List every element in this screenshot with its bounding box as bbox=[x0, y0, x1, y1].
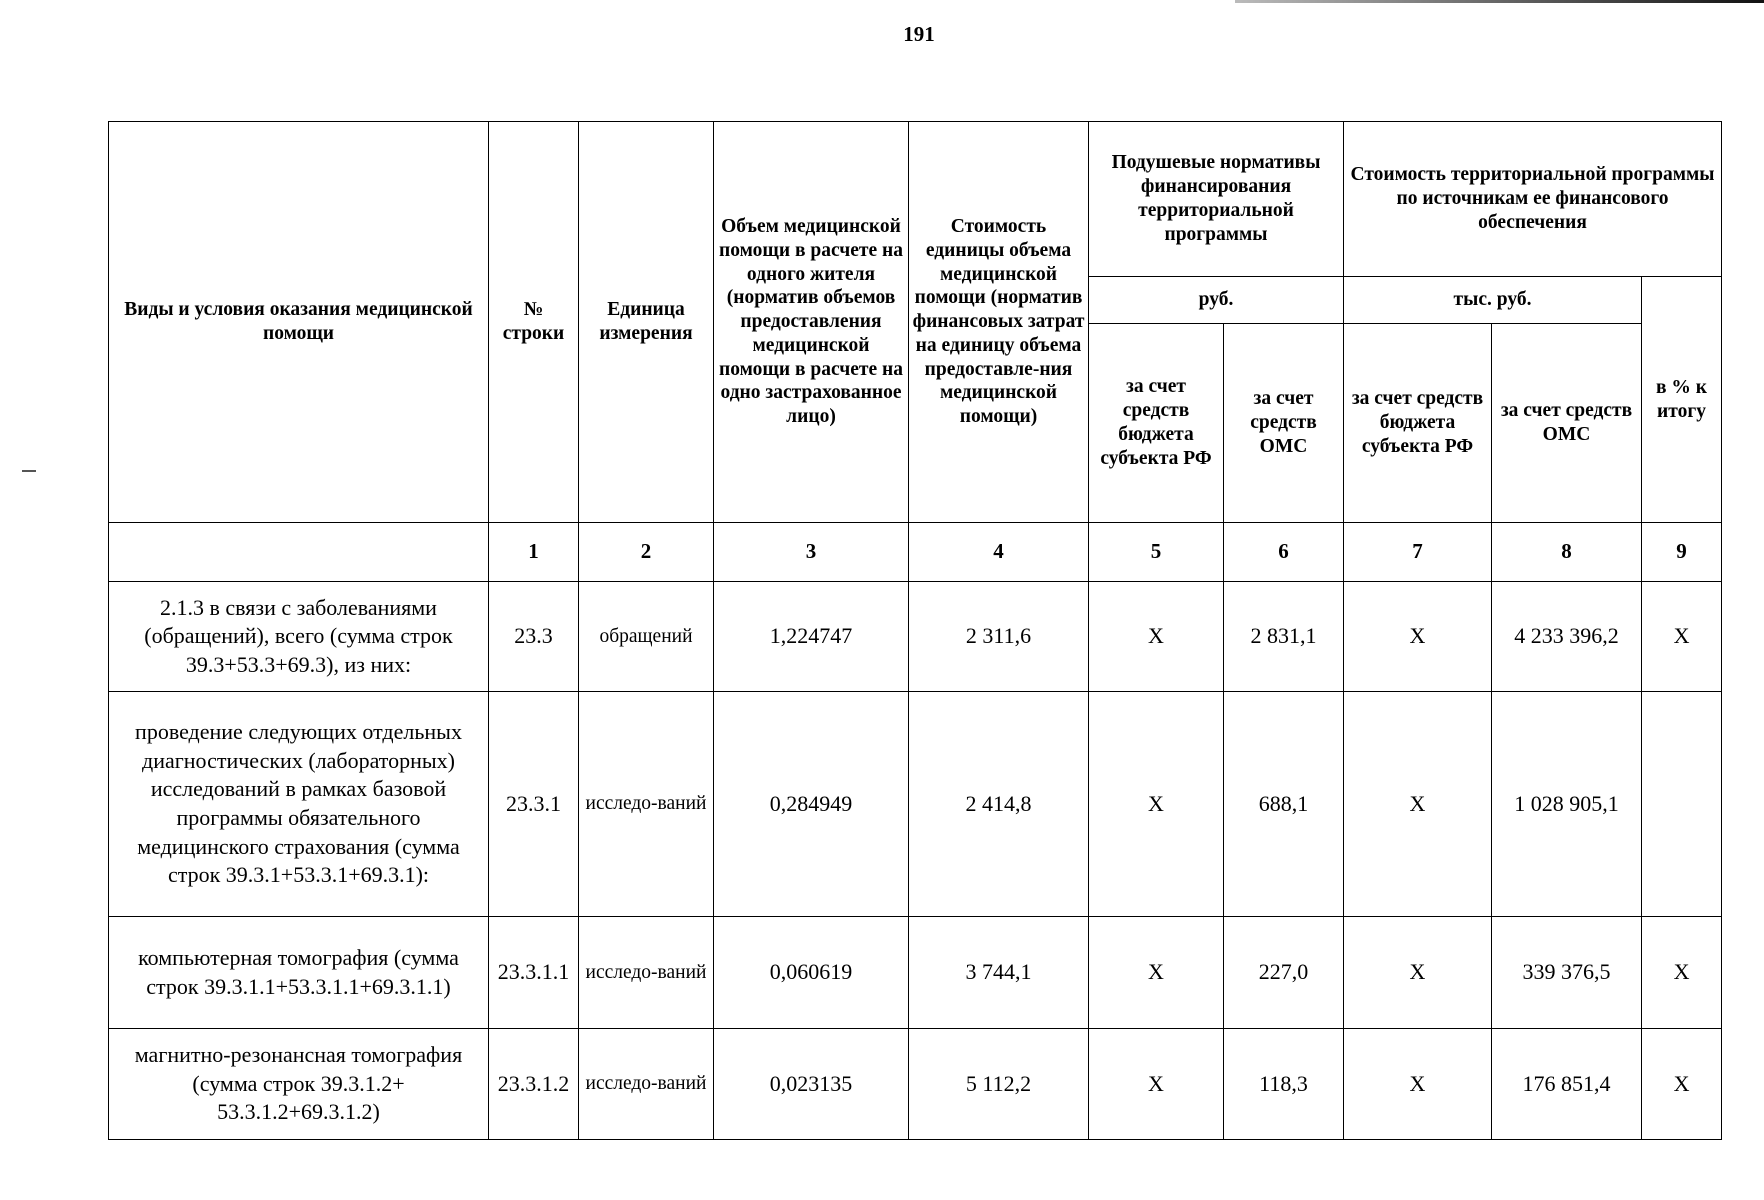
row-volume: 0,023135 bbox=[714, 1029, 909, 1140]
row-percent: X bbox=[1642, 917, 1722, 1029]
row-unit: исследо-ваний bbox=[579, 917, 714, 1029]
row-oms-rub: 118,3 bbox=[1224, 1029, 1344, 1140]
row-volume: 0,060619 bbox=[714, 917, 909, 1029]
row-volume: 0,284949 bbox=[714, 692, 909, 917]
column-number: 8 bbox=[1492, 523, 1642, 582]
row-volume: 1,224747 bbox=[714, 582, 909, 692]
column-number: 2 bbox=[579, 523, 714, 582]
row-number: 23.3.1.1 bbox=[489, 917, 579, 1029]
header-program-cost: Стоимость территориальной программы по источникам ее финансового обеспечения bbox=[1344, 122, 1722, 277]
row-unit: обращений bbox=[579, 582, 714, 692]
row-oms-thous: 176 851,4 bbox=[1492, 1029, 1642, 1140]
table-row bbox=[109, 917, 1722, 1029]
row-kind: магнитно-резонансная томография (сумма строк 39.3.1.2+ 53.3.1.2+69.3.1.2) bbox=[109, 1029, 489, 1140]
row-percent bbox=[1642, 692, 1722, 917]
row-number: 23.3.1.2 bbox=[489, 1029, 579, 1140]
row-cost: 3 744,1 bbox=[909, 917, 1089, 1029]
column-number: 5 bbox=[1089, 523, 1224, 582]
header-per-capita: Подушевые нормативы финансирования территориальной программы bbox=[1089, 122, 1344, 277]
row-oms-rub: 227,0 bbox=[1224, 917, 1344, 1029]
scan-edge-mark bbox=[1235, 0, 1764, 3]
column-number: 3 bbox=[714, 523, 909, 582]
table-row bbox=[109, 692, 1722, 917]
header-volume: Объем медицинской помощи в расчете на одного жителя (норматив объемов предоставления медицинской помощи в расчете на одно застрахованное лицо) bbox=[714, 122, 909, 523]
header-cost: Стоимость единицы объема медицинской помощи (норматив финансовых затрат на единицу объема предоставле-ния медицинской помощи) bbox=[909, 122, 1089, 523]
table-row bbox=[109, 582, 1722, 692]
row-budget-thous: X bbox=[1344, 917, 1492, 1029]
column-number-row bbox=[109, 523, 1722, 582]
header-percent: в % к итогу bbox=[1642, 277, 1722, 523]
header-rub: руб. bbox=[1089, 277, 1344, 324]
financing-table bbox=[108, 121, 1722, 1140]
row-unit: исследо-ваний bbox=[579, 692, 714, 917]
header-row-no: № строки bbox=[489, 122, 579, 523]
row-budget-thous: X bbox=[1344, 692, 1492, 917]
row-budget-rub: X bbox=[1089, 1029, 1224, 1140]
row-percent: X bbox=[1642, 582, 1722, 692]
column-number: 7 bbox=[1344, 523, 1492, 582]
margin-mark bbox=[22, 470, 36, 472]
row-oms-thous: 339 376,5 bbox=[1492, 917, 1642, 1029]
header-oms-rub: за счет средств ОМС bbox=[1224, 324, 1344, 523]
header-oms-thous: за счет средств ОМС bbox=[1492, 324, 1642, 523]
row-kind: 2.1.3 в связи с заболеваниями (обращений), всего (сумма строк 39.3+53.3+69.3), из них: bbox=[109, 582, 489, 692]
header-unit: Единица измерения bbox=[579, 122, 714, 523]
header-budget-thous: за счет средств бюджета субъекта РФ bbox=[1344, 324, 1492, 523]
row-oms-rub: 688,1 bbox=[1224, 692, 1344, 917]
row-budget-thous: X bbox=[1344, 1029, 1492, 1140]
row-oms-thous: 4 233 396,2 bbox=[1492, 582, 1642, 692]
row-kind: компьютерная томография (сумма строк 39.3.1.1+53.3.1.1+69.3.1.1) bbox=[109, 917, 489, 1029]
row-percent: X bbox=[1642, 1029, 1722, 1140]
column-number: 1 bbox=[489, 523, 579, 582]
row-budget-rub: X bbox=[1089, 582, 1224, 692]
row-number: 23.3 bbox=[489, 582, 579, 692]
table-row bbox=[109, 1029, 1722, 1140]
header-thous-rub: тыс. руб. bbox=[1344, 277, 1642, 324]
header-budget-rub: за счет средств бюджета субъекта РФ bbox=[1089, 324, 1224, 523]
column-number: 4 bbox=[909, 523, 1089, 582]
row-cost: 2 311,6 bbox=[909, 582, 1089, 692]
row-budget-rub: X bbox=[1089, 917, 1224, 1029]
row-oms-rub: 2 831,1 bbox=[1224, 582, 1344, 692]
row-kind: проведение следующих отдельных диагностических (лабораторных) исследований в рамках базовой программы обязательного медицинского страхования (сумма строк 39.3.1+53.3.1+69.3.1): bbox=[109, 692, 489, 917]
row-unit: исследо-ваний bbox=[579, 1029, 714, 1140]
page-number: 191 bbox=[903, 22, 935, 46]
header-kind: Виды и условия оказания медицинской помощи bbox=[109, 122, 489, 523]
column-number: 6 bbox=[1224, 523, 1344, 582]
row-cost: 2 414,8 bbox=[909, 692, 1089, 917]
row-number: 23.3.1 bbox=[489, 692, 579, 917]
row-cost: 5 112,2 bbox=[909, 1029, 1089, 1140]
column-number bbox=[109, 523, 489, 582]
row-oms-thous: 1 028 905,1 bbox=[1492, 692, 1642, 917]
column-number: 9 bbox=[1642, 523, 1722, 582]
row-budget-thous: X bbox=[1344, 582, 1492, 692]
row-budget-rub: X bbox=[1089, 692, 1224, 917]
